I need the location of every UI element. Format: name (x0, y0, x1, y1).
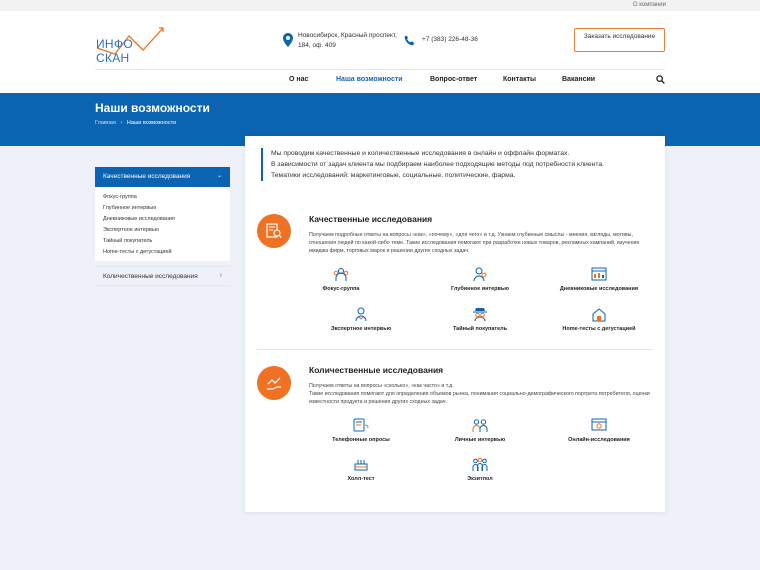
spy-icon (472, 306, 488, 322)
nav-faq[interactable]: Вопрос-ответ (430, 76, 478, 83)
quantitative-title: Количественные исследования (309, 365, 444, 375)
sidebar-subitem[interactable]: Дневниковые исследования (103, 216, 175, 222)
online-browser-icon (591, 417, 607, 433)
phone-number: +7 (383) 226-48-36 (422, 36, 478, 43)
intro-text (261, 148, 651, 181)
intro-line: Тематики исследований: маркетинговые, социальные, политические, фарма. (271, 172, 516, 179)
sidebar-item-qualitative[interactable] (95, 167, 230, 187)
method-label: Холл-тест (347, 476, 375, 482)
nav-capabilities[interactable]: Наша возможности (336, 76, 403, 83)
method-hall-test[interactable] (301, 456, 421, 482)
method-label: Экзитпол (467, 476, 493, 482)
header (0, 11, 760, 93)
chevron-right-icon: › (219, 272, 222, 279)
intro-line: Мы проводим качественные и количественные исследования в онлайн и оффлайн форматах. (271, 150, 570, 157)
method-focus-group[interactable] (281, 266, 401, 292)
nav-about[interactable]: О нас (289, 76, 309, 83)
method-label: Личные интервью (454, 437, 506, 443)
chevron-down-icon: ⌄ (216, 173, 222, 179)
description-line: Такие исследования помогают для определения объемов рынка, понимания социально-демографического портрета потребителя, оценки известности продукта и решения других сходных задач. (309, 391, 650, 405)
nav-vacancies[interactable]: Вакансии (562, 76, 596, 83)
breadcrumb-home[interactable]: Главная (95, 120, 116, 126)
phone-survey-icon (353, 417, 369, 433)
top-bar (0, 0, 760, 11)
page-title: Наши возможности (95, 101, 210, 115)
method-phone-survey[interactable] (301, 417, 421, 443)
sidebar-subitem[interactable]: Фокус-группа (103, 194, 137, 200)
phone-icon (404, 35, 415, 46)
sidebar-item-quantitative[interactable] (95, 266, 230, 286)
description-line: Получаем ответы на вопросы «сколько», «как часто» и т.д. (309, 383, 454, 389)
method-label: Онлайн-исследования (568, 437, 630, 443)
method-home-tests[interactable] (539, 306, 659, 332)
method-exit-poll[interactable] (420, 456, 540, 482)
browser-chart-icon (591, 266, 607, 282)
method-online-research[interactable] (539, 417, 659, 443)
people-interview-icon (472, 417, 488, 433)
method-expert-interview[interactable] (301, 306, 421, 332)
document-search-icon (266, 223, 282, 239)
order-research-button[interactable]: Заказать исследование (574, 28, 665, 52)
cake-icon (353, 456, 369, 472)
breadcrumb-current: Наши возможности (126, 120, 177, 126)
qualitative-description: Получаем подробные ответы на вопросы «как», «почему», «для чего» и т.д. Узнаем глубинные смыслы - мнения, взгляды, мотивы, отношения людей по какой-либо теме. Такие исследования помогают при разработке новых товаров, рекламных кампаний, изучение имиджа фирм, торговых марок и решении других сходных задач. (309, 232, 640, 254)
crowd-icon (472, 456, 488, 472)
about-link[interactable]: О компании (632, 2, 666, 8)
logo-text: ИНФО СКАН (96, 37, 133, 65)
method-label: Экспертное интервью (330, 326, 392, 332)
method-label: Home-тесты с дегустацией (562, 326, 636, 332)
breadcrumb (95, 120, 176, 126)
sidebar-submenu (95, 187, 230, 261)
method-label: Фокус-группа (322, 286, 360, 292)
person-interview-icon (472, 266, 488, 282)
home-tasting-icon (591, 306, 607, 322)
main-nav (0, 69, 760, 93)
sidebar-item-label: Качественные исследования (103, 173, 191, 180)
breadcrumb-separator: › (120, 120, 123, 126)
sidebar-item-label: Количественные исследования (103, 273, 198, 280)
group-icon (333, 266, 349, 282)
sidebar-subitem[interactable]: Тайный покупатель (103, 238, 153, 244)
content-card (245, 136, 665, 512)
method-diary-research[interactable] (539, 266, 659, 292)
method-personal-interview[interactable] (420, 417, 540, 443)
logo[interactable] (95, 26, 170, 65)
section-divider (257, 349, 653, 350)
quantitative-description (309, 382, 659, 406)
quantitative-section-icon (257, 366, 291, 400)
intro-line: В зависимости от задач клиента мы подбираем наиболее подходящие методы под потребности клиента. (271, 161, 605, 168)
sidebar-subitem[interactable]: Home-тесты с дегустацией (103, 249, 172, 255)
hand-chart-icon (266, 375, 282, 391)
qualitative-title: Качественные исследования (309, 214, 433, 224)
qualitative-section-icon (257, 214, 291, 248)
sidebar (95, 167, 230, 286)
method-label: Глубинное интервью (451, 286, 509, 292)
address-text: Новосибирск, Красный проспект, 184, оф. 409 (298, 32, 397, 49)
expert-icon (353, 306, 369, 322)
method-label: Тайный покупатель (452, 326, 508, 332)
location-pin-icon (283, 33, 293, 47)
method-depth-interview[interactable] (420, 266, 540, 292)
method-mystery-shopper[interactable] (420, 306, 540, 332)
method-label: Телефонные опросы (332, 437, 390, 443)
nav-contacts[interactable]: Контакты (503, 76, 537, 83)
sidebar-subitem[interactable]: Глубинное интервью (103, 205, 157, 211)
method-label: Дневниковые исследования (559, 286, 639, 292)
search-icon[interactable] (656, 75, 665, 84)
sidebar-subitem[interactable]: Экспертное интервью (103, 227, 159, 233)
